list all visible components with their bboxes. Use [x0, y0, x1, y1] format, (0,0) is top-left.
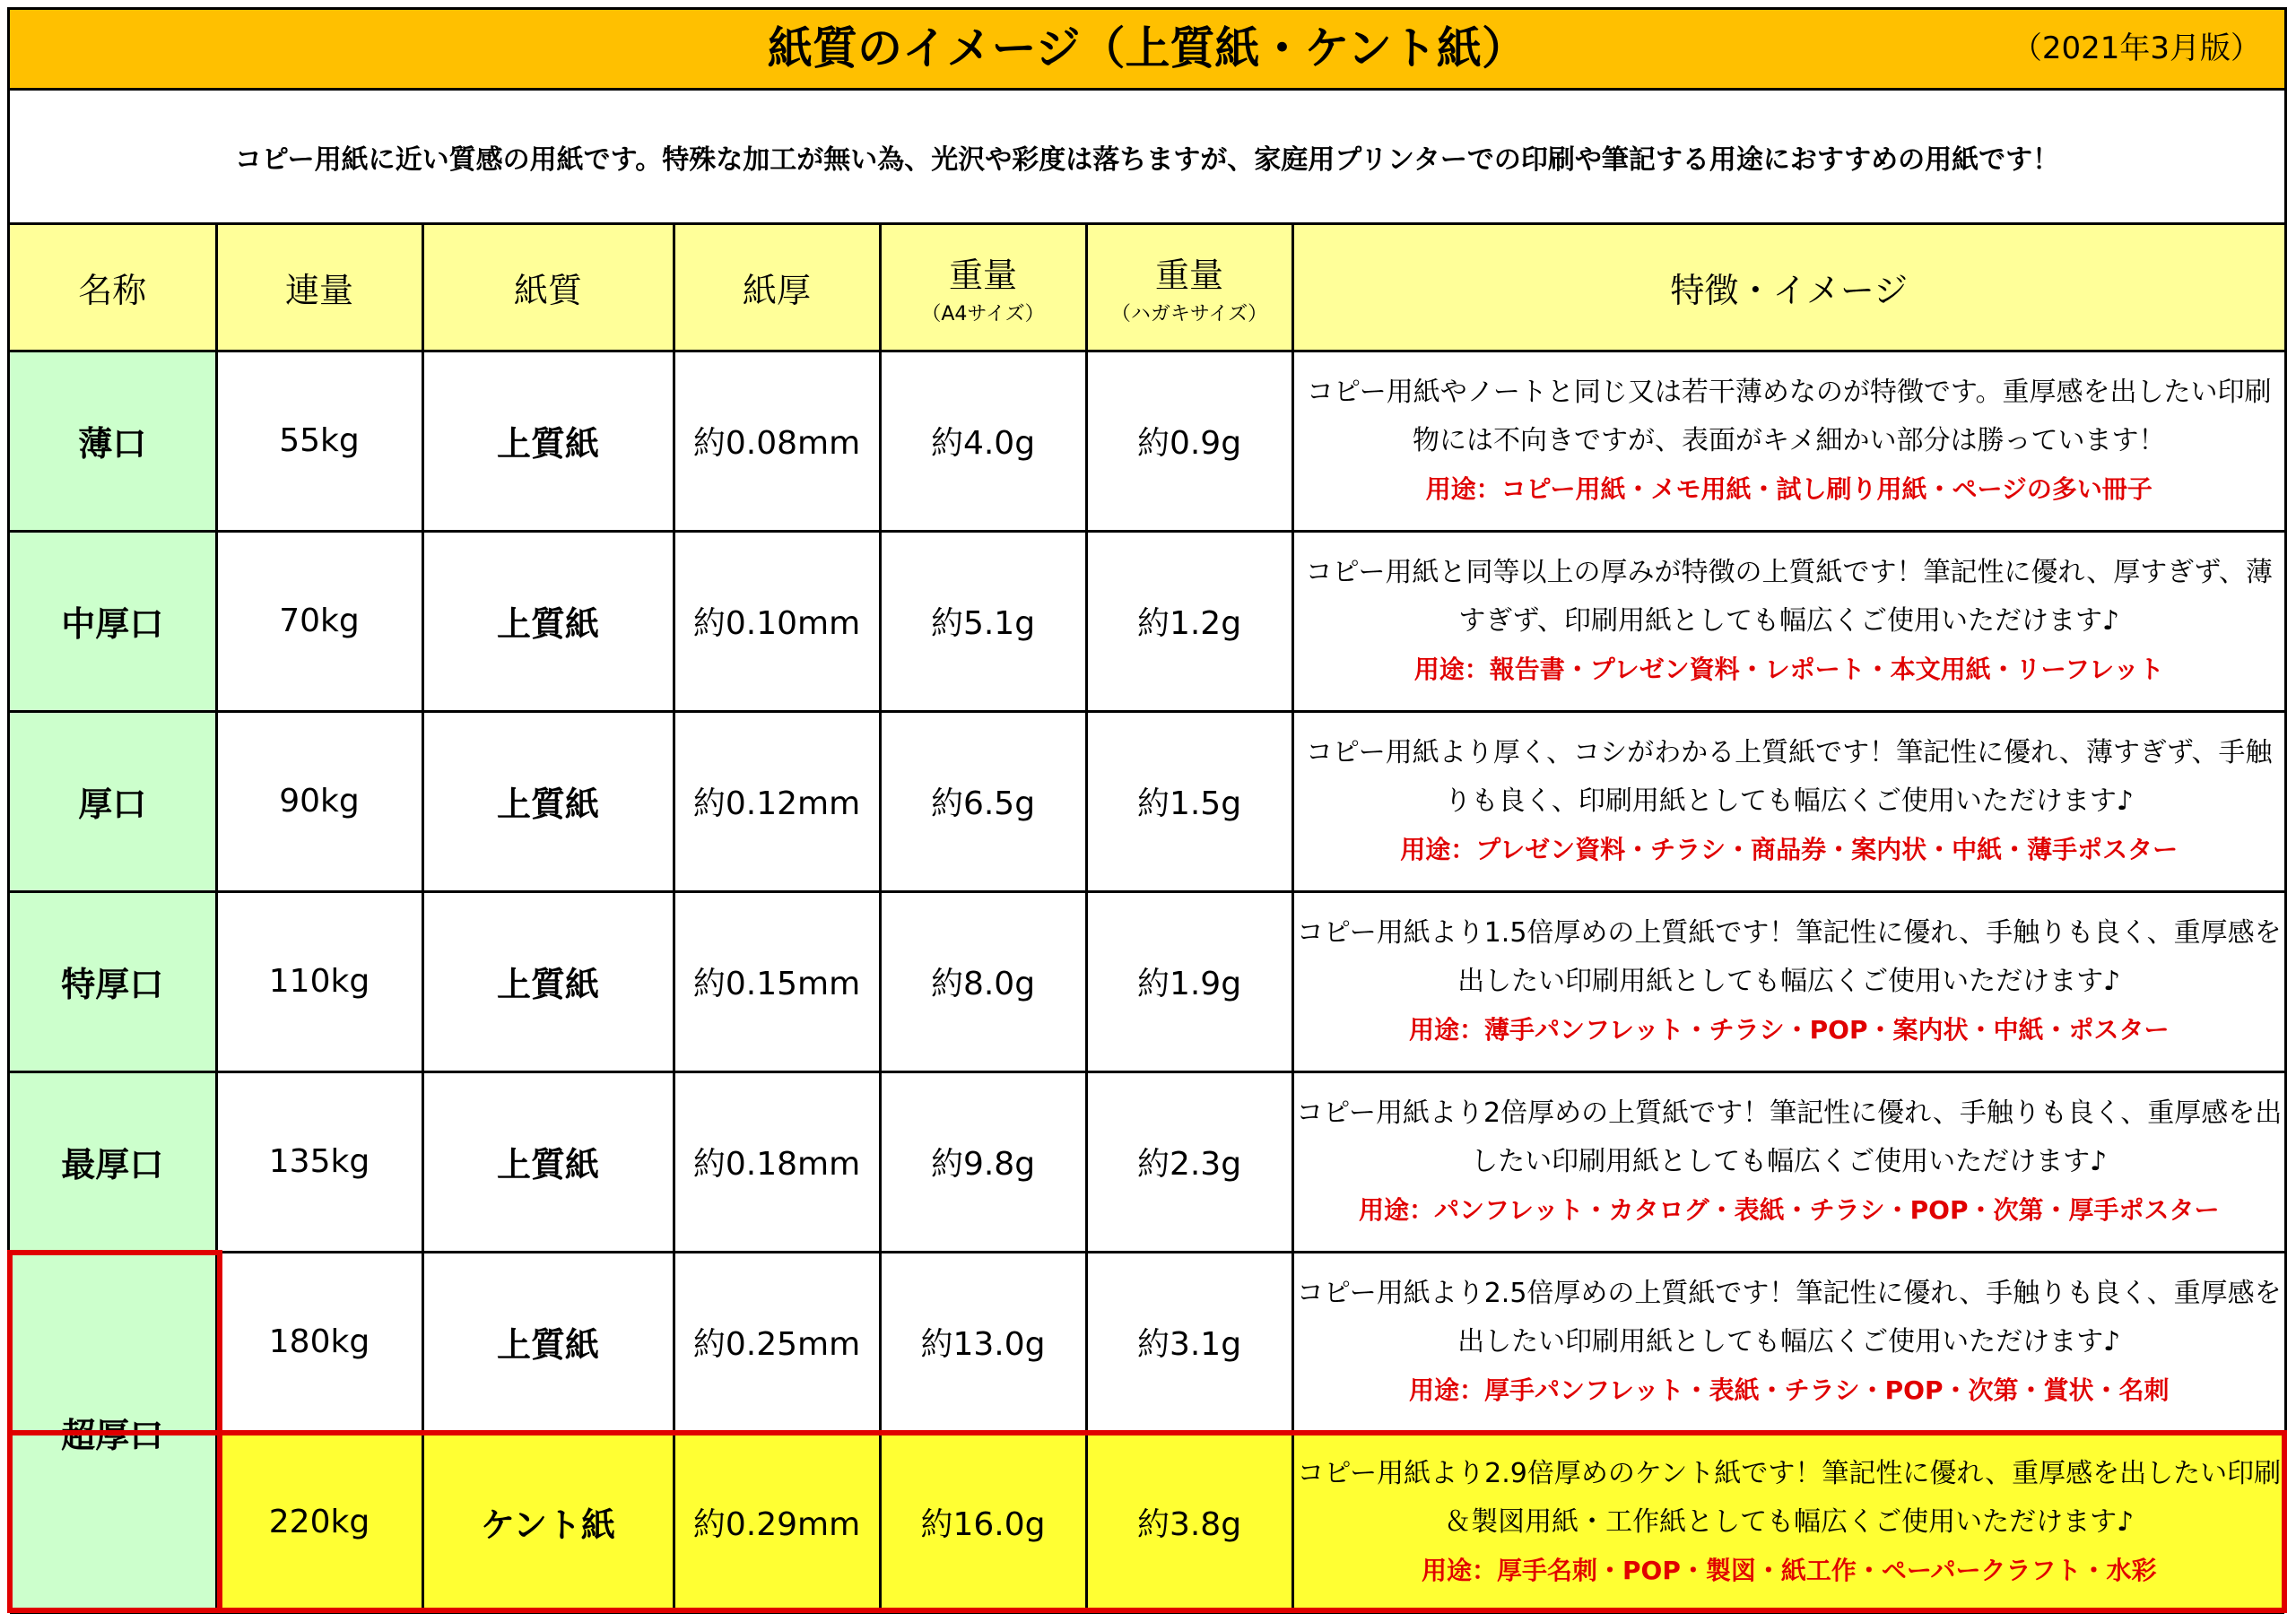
- feature-cell: [1292, 711, 2284, 891]
- weight-postcard: 約2.3g: [1086, 1071, 1292, 1252]
- usage-text: 用途：厚手名刺・POP・製図・紙工作・ペーパークラフト・水彩: [1422, 1555, 2157, 1585]
- thickness: 約0.25mm: [674, 1252, 880, 1432]
- header-row: [10, 225, 2284, 351]
- feature-desc: コピー用紙より厚く、コシがわかる上質紙です！筆記性に優れ、薄すぎず、手触りも良く、印刷用紙としても幅広くご使用いただけます♪: [1305, 736, 2273, 817]
- paper-quality: 上質紙: [422, 1252, 674, 1432]
- header-thickness: 紙厚: [674, 225, 880, 351]
- ream-weight: 70kg: [216, 531, 422, 711]
- feature-cell: [1292, 1071, 2284, 1252]
- paper-quality-sheet: [7, 7, 2287, 1612]
- paper-quality: 上質紙: [422, 531, 674, 711]
- feature-cell: [1292, 1432, 2284, 1612]
- header-weight-a4: 重量 （A4サイズ）: [880, 225, 1086, 351]
- ream-weight: 220kg: [216, 1432, 422, 1612]
- usage-text: 用途：パンフレット・カタログ・表紙・チラシ・POP・次第・厚手ポスター: [1359, 1194, 2220, 1225]
- paper-name-super: 超厚口: [10, 1252, 216, 1612]
- weight-postcard: 約1.5g: [1086, 711, 1292, 891]
- ream-weight: 180kg: [216, 1252, 422, 1432]
- paper-name: 中厚口: [10, 531, 216, 711]
- usage-text: 用途：厚手パンフレット・表紙・チラシ・POP・次第・賞状・名刺: [1409, 1375, 2170, 1405]
- thickness: 約0.29mm: [674, 1432, 880, 1612]
- table-row-super-180: [10, 1252, 2284, 1432]
- weight-postcard: 約0.9g: [1086, 351, 1292, 531]
- feature-desc: コピー用紙より2倍厚めの上質紙です！筆記性に優れ、手触りも良く、重厚感を出したい印刷用紙としても幅広くご使用いただけます♪: [1296, 1097, 2283, 1177]
- paper-quality: 上質紙: [422, 351, 674, 531]
- paper-quality: 上質紙: [422, 711, 674, 891]
- weight-postcard: 約1.9g: [1086, 891, 1292, 1071]
- paper-quality: 上質紙: [422, 1071, 674, 1252]
- feature-desc: コピー用紙やノートと同じ又は若干薄めなのが特徴です。重厚感を出したい印刷物には不向きですが、表面がキメ細かい部分は勝っています！: [1307, 376, 2272, 456]
- paper-quality: 上質紙: [422, 891, 674, 1071]
- weight-a4: 約8.0g: [880, 891, 1086, 1071]
- paper-spec-table: [10, 225, 2284, 1614]
- paper-name: 最厚口: [10, 1071, 216, 1252]
- thickness: 約0.12mm: [674, 711, 880, 891]
- table-row: [10, 531, 2284, 711]
- feature-desc: コピー用紙より1.5倍厚めの上質紙です！筆記性に優れ、手触りも良く、重厚感を出したい印刷用紙としても幅広くご使用いただけます♪: [1296, 916, 2282, 997]
- weight-a4: 約4.0g: [880, 351, 1086, 531]
- usage-text: 用途：プレゼン資料・チラシ・商品券・案内状・中紙・薄手ポスター: [1400, 834, 2179, 864]
- table-row: [10, 1071, 2284, 1252]
- usage-text: 用途：薄手パンフレット・チラシ・POP・案内状・中紙・ポスター: [1409, 1014, 2170, 1045]
- paper-name: 薄口: [10, 351, 216, 531]
- feature-cell: [1292, 891, 2284, 1071]
- header-features: 特徴・イメージ: [1292, 225, 2284, 351]
- header-ream: 連量: [216, 225, 422, 351]
- weight-a4: 約16.0g: [880, 1432, 1086, 1612]
- header-quality: 紙質: [422, 225, 674, 351]
- page-title: 紙質のイメージ（上質紙・ケント紙）: [768, 22, 1526, 74]
- paper-name: 特厚口: [10, 891, 216, 1071]
- weight-a4: 約5.1g: [880, 531, 1086, 711]
- paper-name: 厚口: [10, 711, 216, 891]
- usage-text: 用途：コピー用紙・メモ用紙・試し刷り用紙・ページの多い冊子: [1425, 473, 2152, 504]
- feature-cell: [1292, 351, 2284, 531]
- weight-a4: 約9.8g: [880, 1071, 1086, 1252]
- ream-weight: 90kg: [216, 711, 422, 891]
- header-name: 名称: [10, 225, 216, 351]
- thickness: 約0.08mm: [674, 351, 880, 531]
- weight-a4: 約6.5g: [880, 711, 1086, 891]
- weight-postcard: 約3.8g: [1086, 1432, 1292, 1612]
- table-row: [10, 351, 2284, 531]
- weight-a4: 約13.0g: [880, 1252, 1086, 1432]
- header-weight-postcard: 重量 （ハガキサイズ）: [1086, 225, 1292, 351]
- table-row: [10, 711, 2284, 891]
- thickness: 約0.15mm: [674, 891, 880, 1071]
- thickness: 約0.10mm: [674, 531, 880, 711]
- table-row-super-220: [10, 1432, 2284, 1612]
- thickness: 約0.18mm: [674, 1071, 880, 1252]
- ream-weight: 55kg: [216, 351, 422, 531]
- feature-desc: コピー用紙と同等以上の厚みが特徴の上質紙です！筆記性に優れ、厚すぎず、薄すぎず、印刷用紙としても幅広くご使用いただけます♪: [1305, 556, 2273, 637]
- ream-weight: 135kg: [216, 1071, 422, 1252]
- table-row: [10, 891, 2284, 1071]
- ream-weight: 110kg: [216, 891, 422, 1071]
- intro-text: コピー用紙に近い質感の用紙です。特殊な加工が無い為、光沢や彩度は落ちますが、家庭用プリンターでの印刷や筆記する用途におすすめの用紙です！: [10, 91, 2284, 225]
- feature-cell: [1292, 531, 2284, 711]
- weight-postcard: 約1.2g: [1086, 531, 1292, 711]
- paper-quality: ケント紙: [422, 1432, 674, 1612]
- feature-cell: [1292, 1252, 2284, 1432]
- edition-label: （2021年3月版）: [2011, 30, 2261, 66]
- feature-desc: コピー用紙より2.5倍厚めの上質紙です！筆記性に優れ、手触りも良く、重厚感を出したい印刷用紙としても幅広くご使用いただけます♪: [1296, 1277, 2282, 1357]
- feature-desc: コピー用紙より2.9倍厚めのケント紙です！筆記性に優れ、重厚感を出したい印刷＆製図用紙・工作紙としても幅広くご使用いただけます♪: [1297, 1457, 2282, 1538]
- weight-postcard: 約3.1g: [1086, 1252, 1292, 1432]
- title-bar: [10, 10, 2284, 91]
- usage-text: 用途：報告書・プレゼン資料・レポート・本文用紙・リーフレット: [1413, 654, 2164, 684]
